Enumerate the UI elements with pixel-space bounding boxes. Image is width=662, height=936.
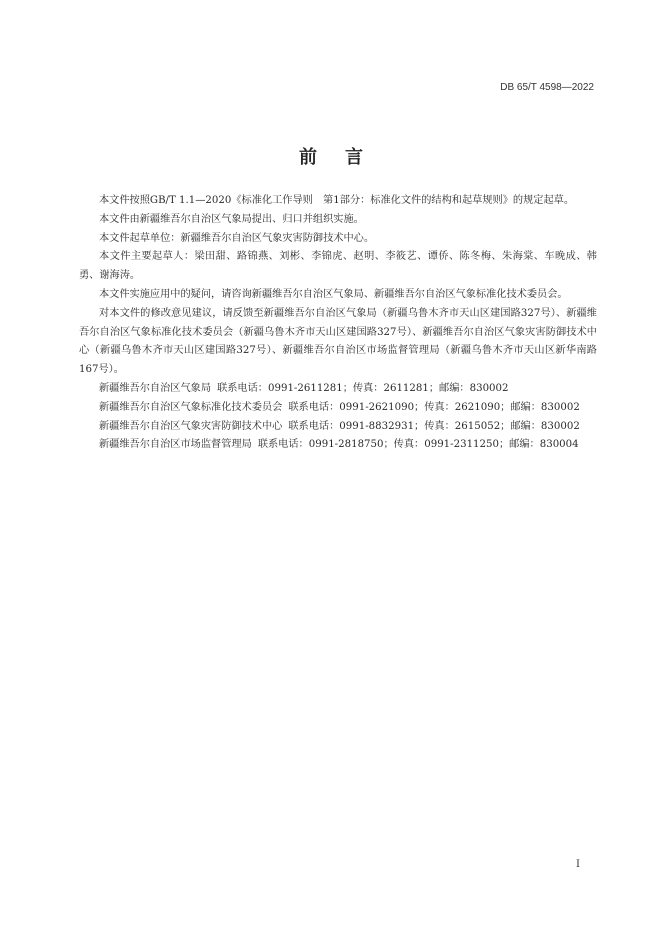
page-number: I	[576, 859, 580, 870]
contact-org: 新疆维吾尔自治区气象局	[99, 382, 212, 394]
page-title: 前言	[299, 147, 391, 168]
contact-org: 新疆维吾尔自治区气象灾害防御技术中心	[99, 420, 283, 432]
contact-list	[79, 380, 597, 455]
paragraph-proposer: 本文件由新疆维吾尔自治区气象局提出、归口并组织实施。	[99, 213, 364, 225]
contact-info: 联系电话：0991-2611281；传真：2611281；邮编：830002	[217, 382, 509, 394]
paragraph-drafters: 本文件主要起草人：梁田甜、路锦燕、刘彬、李锦虎、赵明、李筱艺、谭侨、陈冬梅、朱海棠、车晚成、韩勇、谢海涛。	[79, 251, 597, 282]
paragraph-drafting-unit: 本文件起草单位：新疆维吾尔自治区气象灾害防御技术中心。	[99, 232, 375, 244]
contact-item	[79, 436, 597, 455]
paragraph-feedback: 对本文件的修改意见建议，请反馈至新疆维吾尔自治区气象局（新疆乌鲁木齐市天山区建国路327号）、新疆维吾尔自治区气象标准化技术委员会（新疆乌鲁木齐市天山区建国路327号）、新疆维吾尔自治区气象灾害防御技术中心（新疆乌鲁木齐市天山区建国路327号）、新疆维吾尔自治区市场监督管理局（新疆乌鲁木齐市天山区新华南路167号）。	[79, 307, 597, 376]
contact-item	[79, 418, 597, 437]
contact-org: 新疆维吾尔自治区市场监督管理局	[99, 439, 252, 451]
contact-info: 联系电话：0991-8832931；传真：2615052；邮编：830002	[288, 420, 580, 432]
contact-item	[79, 380, 597, 399]
paragraph-drafting-basis: 本文件按照GB/T 1.1—2020《标准化工作导则 第1部分：标准化文件的结构和起草规则》的规定起草。	[99, 195, 575, 206]
contact-info: 联系电话：0991-2621090；传真：2621090；邮编：830002	[288, 401, 580, 413]
contact-item	[79, 399, 597, 418]
contact-info: 联系电话：0991-2818750；传真：0991-2311250；邮编：830004	[257, 439, 579, 451]
document-body	[79, 192, 597, 455]
standard-code: DB 65/T 4598—2022	[500, 82, 594, 93]
paragraph-inquiries: 本文件实施应用中的疑问，请咨询新疆维吾尔自治区气象局、新疆维吾尔自治区气象标准化技术委员会。	[99, 288, 568, 300]
contact-org: 新疆维吾尔自治区气象标准化技术委员会	[99, 401, 283, 413]
